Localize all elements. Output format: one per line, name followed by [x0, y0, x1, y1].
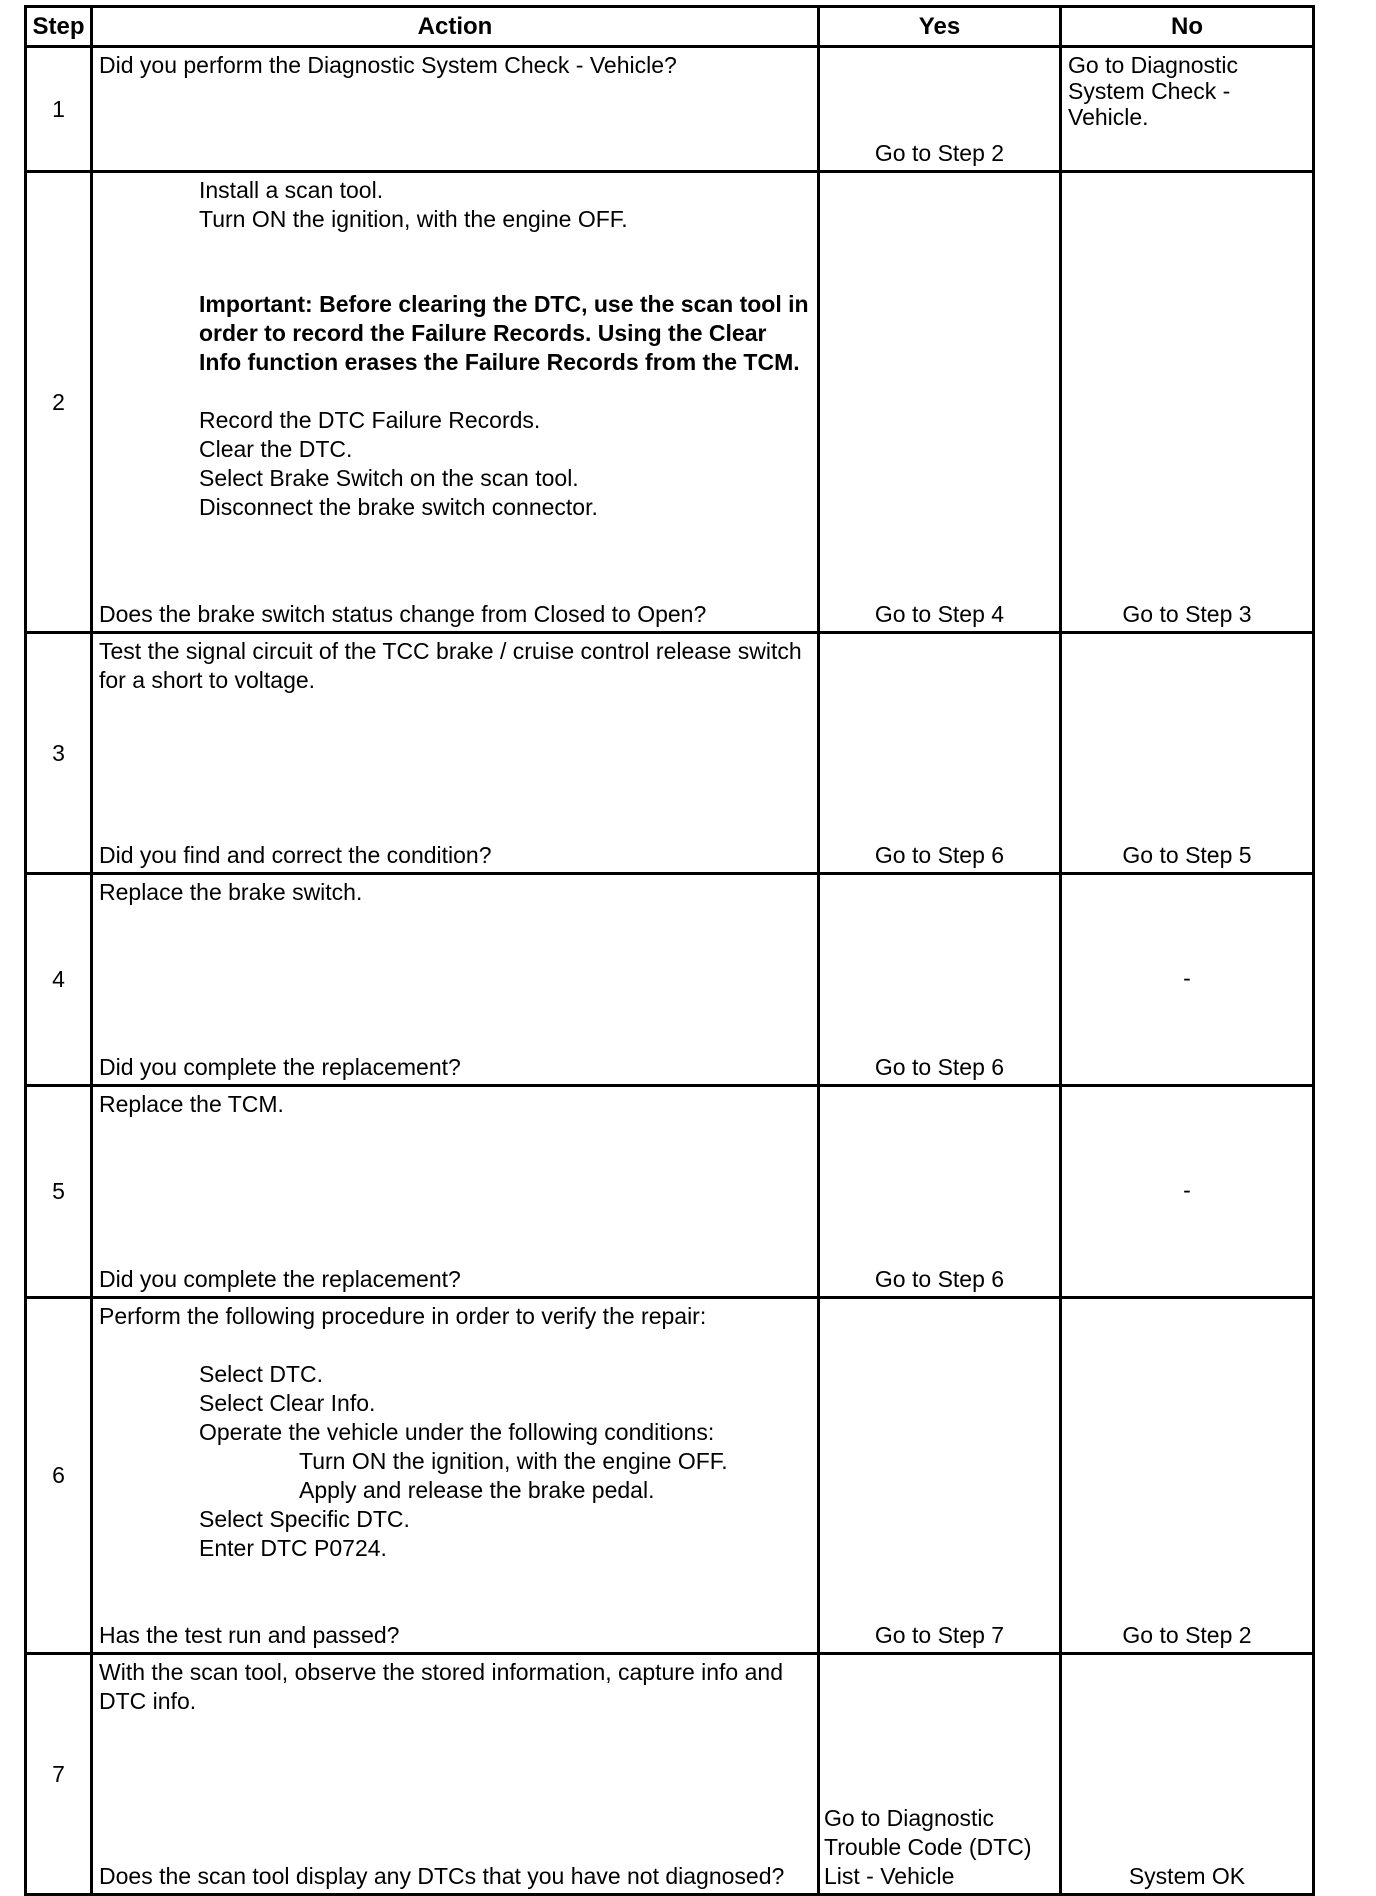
instruction-text: With the scan tool, observe the stored information, capture info and DTC info.	[99, 1659, 783, 1714]
header-action: Action	[92, 7, 819, 47]
header-yes: Yes	[819, 7, 1061, 47]
no-cell: Go to Step 2	[1061, 1298, 1314, 1654]
question-text: Did you complete the replacement?	[99, 1054, 461, 1080]
table-row-step-6	[26, 1298, 1314, 1654]
header-step: Step	[26, 7, 92, 47]
step-number: 7	[26, 1654, 92, 1895]
question-text: Does the brake switch status change from Closed to Open?	[99, 601, 707, 627]
table-row-step-7	[26, 1654, 1314, 1895]
instruction-line: Turn ON the ignition, with the engine OFF.	[199, 206, 628, 232]
table-row-step-4	[26, 874, 1314, 1086]
procedure-line: Enter DTC P0724.	[199, 1535, 387, 1561]
step-number: 6	[26, 1298, 92, 1654]
procedure-line: Select Clear Info.	[199, 1390, 376, 1416]
important-note: Important: Before clearing the DTC, use the scan tool in order to record the Failure Records. Using the Clear Info function erases the Failure Records from the TCM.	[199, 291, 809, 375]
instruction-line: Select Brake Switch on the scan tool.	[199, 465, 579, 491]
table-row-step-5	[26, 1086, 1314, 1298]
action-cell	[92, 874, 819, 1086]
instruction-text: Test the signal circuit of the TCC brake / cruise control release switch for a short to voltage.	[99, 638, 802, 693]
action-cell	[92, 1654, 819, 1895]
instruction-text: Perform the following procedure in order to verify the repair:	[99, 1303, 707, 1329]
instruction-text: Replace the TCM.	[99, 1091, 284, 1117]
step-number: 3	[26, 633, 92, 874]
procedure-line: Operate the vehicle under the following conditions:	[199, 1419, 715, 1445]
step-number: 1	[26, 47, 92, 172]
instruction-text: Replace the brake switch.	[99, 879, 363, 905]
instruction-line: Disconnect the brake switch connector.	[199, 494, 598, 520]
action-cell	[92, 633, 819, 874]
procedure-subline: Apply and release the brake pedal.	[299, 1477, 655, 1503]
question-text: Did you perform the Diagnostic System Check - Vehicle?	[99, 52, 677, 78]
no-cell: -	[1061, 1086, 1314, 1298]
question-text: Did you complete the replacement?	[99, 1266, 461, 1292]
no-cell: -	[1061, 874, 1314, 1086]
diagnostic-table	[24, 5, 1315, 1896]
action-cell	[92, 1298, 819, 1654]
table-row-step-1	[26, 47, 1314, 172]
procedure-line: Select Specific DTC.	[199, 1506, 410, 1532]
step-number: 4	[26, 874, 92, 1086]
procedure-subline: Turn ON the ignition, with the engine OFF.	[299, 1448, 728, 1474]
action-cell	[92, 47, 819, 172]
action-cell	[92, 172, 819, 633]
instruction-line: Clear the DTC.	[199, 436, 353, 462]
no-cell: System OK	[1061, 1654, 1314, 1895]
yes-cell: Go to Step 2	[819, 47, 1061, 172]
table-row-step-3	[26, 633, 1314, 874]
yes-cell: Go to Diagnostic Trouble Code (DTC) List - Vehicle	[819, 1654, 1061, 1895]
header-row	[26, 7, 1314, 47]
action-cell	[92, 1086, 819, 1298]
yes-cell: Go to Step 6	[819, 633, 1061, 874]
question-text: Did you find and correct the condition?	[99, 842, 492, 868]
step-number: 2	[26, 172, 92, 633]
yes-cell: Go to Step 6	[819, 874, 1061, 1086]
no-cell: Go to Step 5	[1061, 633, 1314, 874]
yes-cell: Go to Step 4	[819, 172, 1061, 633]
yes-cell: Go to Step 6	[819, 1086, 1061, 1298]
instruction-line: Install a scan tool.	[199, 177, 384, 203]
yes-cell: Go to Step 7	[819, 1298, 1061, 1654]
header-no: No	[1061, 7, 1314, 47]
no-cell: Go to Step 3	[1061, 172, 1314, 633]
instruction-line: Record the DTC Failure Records.	[199, 407, 541, 433]
table-row-step-2	[26, 172, 1314, 633]
step-number: 5	[26, 1086, 92, 1298]
question-text: Has the test run and passed?	[99, 1622, 400, 1648]
procedure-line: Select DTC.	[199, 1361, 323, 1387]
no-cell: Go to Diagnostic System Check - Vehicle.	[1061, 47, 1314, 172]
question-text: Does the scan tool display any DTCs that you have not diagnosed?	[99, 1863, 785, 1889]
